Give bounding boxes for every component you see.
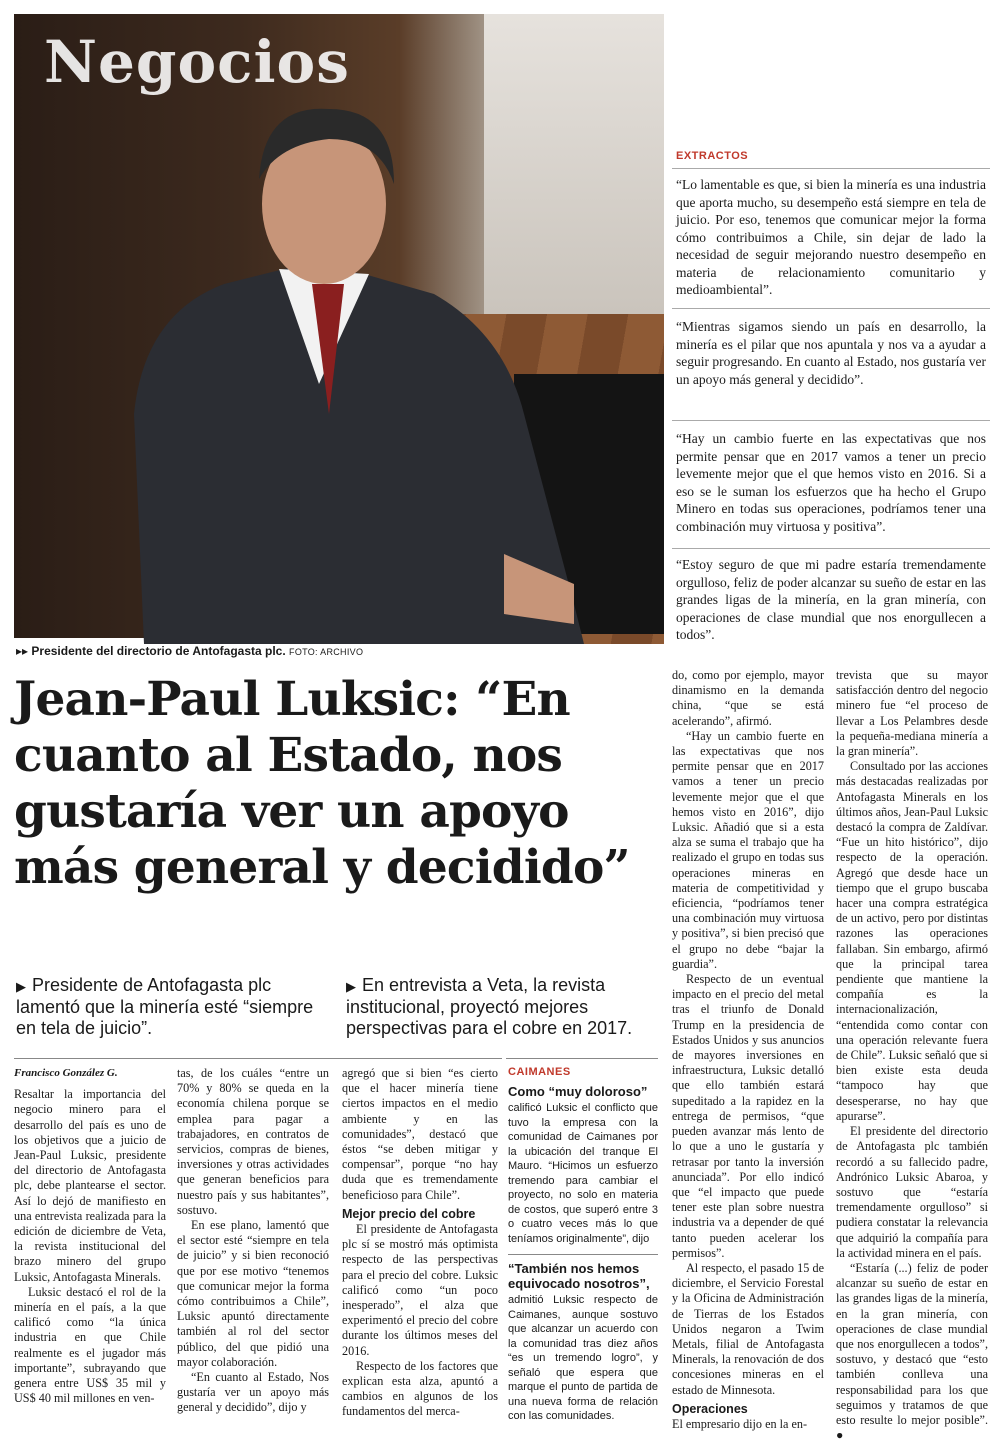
paragraph: Respecto de los factores que explican esta alza, apuntó a cambios en algunos de los fundamentos del merca- <box>342 1358 498 1419</box>
paragraph: Consultado por las acciones más destacadas realizadas por Antofagasta Minerals en los últimos años, Jean-Paul Luksic destacó la compra de Zaldívar. “Fue un hito histórico”, dijo respecto de la operación. Agregó que desde hace un tiempo que el grupo buscaba hacer una compra estratégica de un activo, pero por distintas razones las operaciones fallaban. Sin embargo, afirmó que la principal tarea pendiente que mantiene la compañía es la internacionalización, “entendida como contar con una operación relevante fuera de Chile”. Luksic señaló que si bien existe esta deuda “tampoco hay que desesperarse, no hay que apurarse”. <box>836 759 988 1123</box>
extract-divider <box>672 308 990 309</box>
subheading: Operaciones <box>672 1401 748 1416</box>
paragraph: agregó que si bien “es cierto que el hacer minería tiene ciertos impactos en el medio ambiente y en las comunidades”, destacó que éstos “se deben mitigar y compensar”, porque “no hay duda que es tremendamente beneficioso para Chile”. <box>342 1066 498 1202</box>
portrait-figure <box>104 84 584 644</box>
body-col-1 <box>14 1066 166 1406</box>
body-top-rule <box>14 1058 502 1059</box>
paragraph: El presidente del directorio de Antofagasta plc también recordó a su fallecido padre, Andrónico Luksic Abaroa, y sostuvo que “estaría tremendamente orgulloso” si pudiera constatar la relevancia que adquirió la compañía para la actividad minera en el país. <box>836 1124 988 1260</box>
body-col-3 <box>342 1066 498 1420</box>
extract-quote: “Lo lamentable es que, si bien la minería es una industria que aporta mucho, su desempeño está siempre en tela de juicio. Por eso, tenemos que comunicar mejor la forma cómo contribuimos a Chile, sin dejar de lado la necesidad de seguir mejorando nuestro desempeño en materia de relacionamiento comunitario y medioambiental”. <box>676 177 986 297</box>
body-col-5 <box>672 668 824 1432</box>
paragraph: Respecto de un eventual impacto en el precio del metal tras el triunfo de Donald Trump en la presidencia de Estados Unidos y sus anuncios de mayores inversiones en infraestructura, Luksic detalló que ello también estará supeditado a la rapidez en la entrega de permisos, “que pueden avanzar más lento de lo que a uno le gustaría y retrasar por tanto la inversión anunciada”. Por ello indicó que “el impacto que puede tener este plan sobre nuestra industria va a depender de qué tanto pueden acelerar los permisos”. <box>672 972 824 1260</box>
sidebar-item <box>508 1261 658 1424</box>
paragraph: El empresario dijo en la en- <box>672 1416 808 1431</box>
paragraph: do, como por ejemplo, mayor dinamismo en la demanda china, “que se está acelerando”, afirmó. <box>672 668 824 728</box>
paragraph: trevista que su mayor satisfacción dentro del negocio minero fue “el proceso de llevar a Los Pelambres desde la pequeña-mediana minería a la gran minería”. <box>836 668 988 759</box>
subheading: Mejor precio del cobre <box>342 1206 476 1221</box>
extract-quote: “Hay un cambio fuerte en las expectativas que nos permite pensar que en 2017 vamos a tener un precio levemente mejor que el que hemos visto en 2016. Si a eso se le suman los esfuerzos que ha hecho el Grupo Minero en todas sus operaciones, podríamos tener una combinación muy virtuosa y positiva”. <box>676 431 986 534</box>
paragraph: “Hay un cambio fuerte en las expectativas que nos permite pensar que en 2017 vamos a tener un precio levemente mejor que el que hemos visto en 2016”, dijo Luksic. Añadió que si a esta alza se suma el trabajo que ha realizado el grupo en todas sus operaciones mineras en materia de competitividad y eficiencia, “podríamos tener una combinación muy virtuosa y positiva”, si bien precisó que el grupo no debe “bajar la guardia”. <box>672 728 824 971</box>
paragraph: Luksic destacó el rol de la minería en el país, a la que calificó como “la única industria en que Chile realmente es el jugador más importante”, subrayando que genera entre US$ 35 mil y US$ 40 mil millones en ven- <box>14 1284 166 1406</box>
extract-quote: “Mientras sigamos siendo un país en desarrollo, la minería es el pilar que nos apuntala y nos va a ayudar a seguir progresando. En cuanto al Estado, nos gustaría ver un apoyo más general y decidido”. <box>676 319 986 387</box>
bullet-1 <box>16 975 316 1039</box>
paragraph: tas, de los cuáles “entre un 70% y 80% se queda en la economía chilena porque se emplea para pagar a trabajadores, en contratos de servicios, compras de bienes, inversiones y otras actividades que generan beneficios para nuestro país y sus habitantes”, sostuvo. <box>177 1066 329 1217</box>
sidebar-item-text: calificó Luksic el conflicto que tuvo la empresa con la comunidad de Caimanes por la ubicación del tranque El Mauro. “Hicimos un esfuerzo tremendo para cambiar el proyecto, no solo en materia de costos, que superó entre 3 o cuatro veces más lo que teníamos originalmente”, dijo <box>508 1102 658 1245</box>
bullet-2 <box>346 975 656 1039</box>
triangle-icon: ▶ <box>16 979 26 994</box>
photo-credit: FOTO: ARCHIVO <box>289 647 364 657</box>
sidebar-divider <box>508 1254 658 1255</box>
bullet-1-text: Presidente de Antofagasta plc lamentó que la minería esté “siempre en tela de juicio”. <box>16 975 314 1038</box>
paragraph: “Estaría (...) feliz de poder alcanzar su sueño de estar en las grandes ligas de la minería, en la gran minería, con operaciones de clase mundial que nos enorgullecen a todos”, sostuvo, y destacó que “esto también conlleva una responsabilidad para los que seguimos y tratamos de que esto resulte lo mejor posible”. ● <box>836 1260 988 1443</box>
paragraph: En ese plano, lamentó que el sector esté “siempre en tela de juicio” y si bien reconoció que por ese motivo “tenemos que comunicar mejor la forma cómo contribuimos a Chile”, Luksic apuntó directamente también al rol del sector público, del que pidió una mayor colaboración. <box>177 1218 329 1369</box>
caption-arrow-icon: ▸▸ <box>16 644 29 658</box>
paragraph: El presidente de Antofagasta plc sí se mostró más optimista respecto de las perspectivas para el precio del cobre. Luksic calificó como “un poco inesperado”, el alza que experimentó el precio del cobre durante los últimos meses del 2016. <box>342 1222 498 1358</box>
sidebar-item <box>508 1084 658 1246</box>
sidebar-item-heading: “También nos hemos equivocado nosotros”, <box>508 1261 650 1291</box>
hero-photo <box>14 14 656 638</box>
paragraph: Al respecto, el pasado 15 de diciembre, el Servicio Forestal y la Oficina de Administración de Tierras de los Estados Unidos negaron a Twim Metals, filial de Antofagasta Minerals, la renovación de dos concesiones mineras en el estado de Minnesota. <box>672 1260 824 1397</box>
body-col-6 <box>836 668 988 1443</box>
photo-caption <box>16 644 363 658</box>
sidebar-caimanes <box>508 1066 658 1424</box>
paragraph: Resaltar la importancia del negocio minero para el desarrollo del país es uno de los objetivos que a juicio de Jean-Paul Luksic, presidente del directorio de Antofagasta plc, debe plantearse el sector. Así lo dejó de manifiesto en una entrevista realizada para la edición de diciembre de Veta, la revista institucional del brazo minero del grupo Luksic, Antofagasta Minerals. <box>14 1087 166 1284</box>
extract-quote: “Estoy seguro de que mi padre estaría tremendamente orgulloso, feliz de poder alcanzar su sueño de estar en las grandes ligas de la minería, en la gran minería, con operaciones de clase mundial que nos enorgullecen a todos”. <box>676 557 986 642</box>
section-title: Negocios <box>44 28 350 96</box>
sidebar-item-text: admitió Luksic respecto de Caimanes, aunque sostuvo que alcanzar un acuerdo con la comunidad tras diez años “es un tremendo logro”, y señaló que espera que marque el punto de partida de una nueva forma de relación con las comunidades. <box>508 1294 658 1422</box>
byline: Francisco González G. <box>14 1067 118 1079</box>
sidebar-label: CAIMANES <box>508 1066 571 1078</box>
extract-divider <box>672 548 990 549</box>
extract-divider <box>672 420 990 421</box>
headline: Jean-Paul Luksic: “En cuanto al Estado, nos gustaría ver un apoyo más general y decidido” <box>14 672 630 895</box>
triangle-icon: ▶ <box>346 979 356 994</box>
sidebar-item-heading: Como “muy doloroso” <box>508 1084 648 1099</box>
caption-text: Presidente del directorio de Antofagasta plc. <box>31 644 286 658</box>
sidebar-rule <box>506 1058 658 1059</box>
body-col-2 <box>177 1066 329 1416</box>
bullet-2-text: En entrevista a Veta, la revista institucional, proyectó mejores perspectivas para el cobre en 2017. <box>346 975 633 1038</box>
extracts-label: EXTRACTOS <box>676 150 749 162</box>
extract-divider <box>672 168 990 169</box>
paragraph: “En cuanto al Estado, Nos gustaría ver un apoyo más general y decidido”, dijo y <box>177 1370 329 1415</box>
